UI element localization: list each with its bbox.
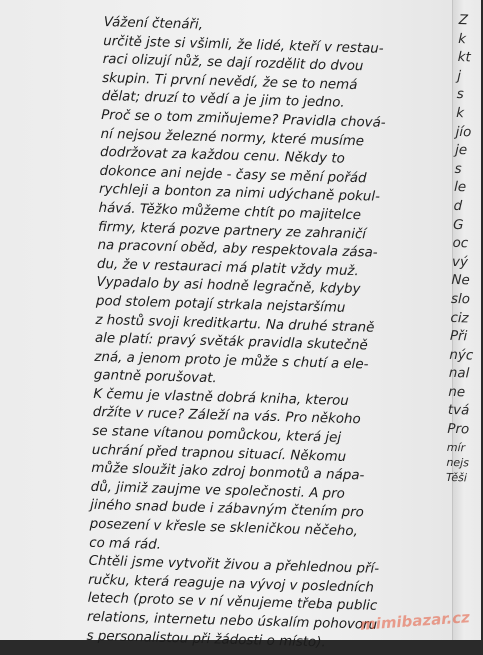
next-page-line: k [455,105,465,122]
text-line: K čemu je vlastně dobrá kniha, kterou [93,386,349,409]
next-page-line: nýc [449,347,474,364]
text-line: dokonce ani nejde - časy se mění pořád [99,163,367,187]
next-page-line: Při [449,328,468,345]
next-page-line: Pro [447,421,470,438]
next-page-line: j [456,68,462,84]
next-page-line: vý [451,254,469,271]
text-line: na pracovní oběd, aby respektovala zása- [97,238,378,261]
text-line: zná, a jenom proto je může s chutí a ele- [94,349,369,373]
next-page-line: le [453,180,467,196]
book-text [86,14,434,655]
text-line: co má rád. [89,535,162,553]
text-line: Proč se o tom zmiňujeme? Pravidla chová- [100,107,386,131]
text-line: jiného snad bude i zábavným čtením pro [90,498,364,521]
text-line: relations, internetu nebo úskalím pohovoru [86,609,378,633]
text-line: raci olizují nůž, se dají rozdělit do dvou [102,52,364,75]
next-page-line: oc [452,236,469,252]
next-page-line: ciz [450,310,469,326]
watermark: mimibazar.cz [359,608,471,634]
next-page-line: kt [457,50,471,66]
text-line: posezení v křesle se skleničkou něčeho, [89,516,359,540]
text-line: Vážení čtenáři, [103,14,204,33]
next-page-edge [445,0,481,640]
next-page-line: Ne [451,273,470,289]
text-line: ručku, která reaguje na vývoj v posledních [87,572,375,596]
next-page-line: mír [446,440,466,454]
text-line: du, že v restauraci má platit vždy muž. [96,256,359,279]
text-line: držíte v ruce? Záleží na vás. Pro někoho [92,405,361,428]
next-page-line: je [454,143,468,159]
text-line: dů, jimiž zaujme ve společnosti. A pro [90,479,346,502]
next-page-line: d [453,198,463,215]
next-page-line: ne [448,384,466,401]
text-line: skupin. Ti první nevědí, že se to nemá [101,70,358,93]
next-page-line: s [454,161,462,177]
text-line: s personalistou při žádosti o místo). [86,628,326,651]
text-line: ní nejsou železné normy, které musíme [100,126,365,149]
text-line: může sloužit jako zdroj bonmotů a nápa- [91,461,365,484]
next-page-line: nejs [446,455,470,470]
text-line: uchrání před trapnou situací. Někomu [91,442,347,465]
next-page-line: Z [458,12,469,29]
text-line: rychleji a bonton za nimi udýchaně pokul- [98,182,381,206]
text-line: dělat; druzí to vědí a je jim to jedno. [101,89,345,112]
text-line: dodržovat za každou cenu. Někdy to [99,145,345,167]
next-page-line: s [456,87,464,103]
text-line: gantně porušovat. [93,368,217,387]
next-page-text [446,12,483,485]
text-line: Chtěli jsme vytvořit živou a přehlednou pří- [88,554,380,578]
text-line: letech (proto se v ní věnujeme třeba public [87,591,378,615]
next-page-line: Těši [445,470,468,485]
next-page-line: slo [450,291,471,308]
text-line: určitě jste si všimli, že lidé, kteří v restau- [103,33,384,57]
text-line: z hostů svoji kreditkartu. Na druhé straně [95,312,375,336]
text-line: firmy, která pozve partnery ze zahraničí [97,219,367,242]
text-line: pod stolem potají strkala nejstaršímu [95,293,346,316]
text-line: ale platí: pravý světák pravidla skutečně [94,330,368,354]
text-line: se stane vítanou pomůckou, která jej [92,423,342,446]
next-page-line: nal [448,366,470,382]
text-line: hává. Těžko můžeme chtít po majitelce [98,200,362,224]
text-line: Vypadalo by asi hodně legračně, kdyby [96,275,361,298]
next-page-line: tvá [447,403,470,419]
next-page-line: G [452,217,464,233]
next-page-line: k [458,31,467,47]
next-page-line: jío [455,124,472,140]
